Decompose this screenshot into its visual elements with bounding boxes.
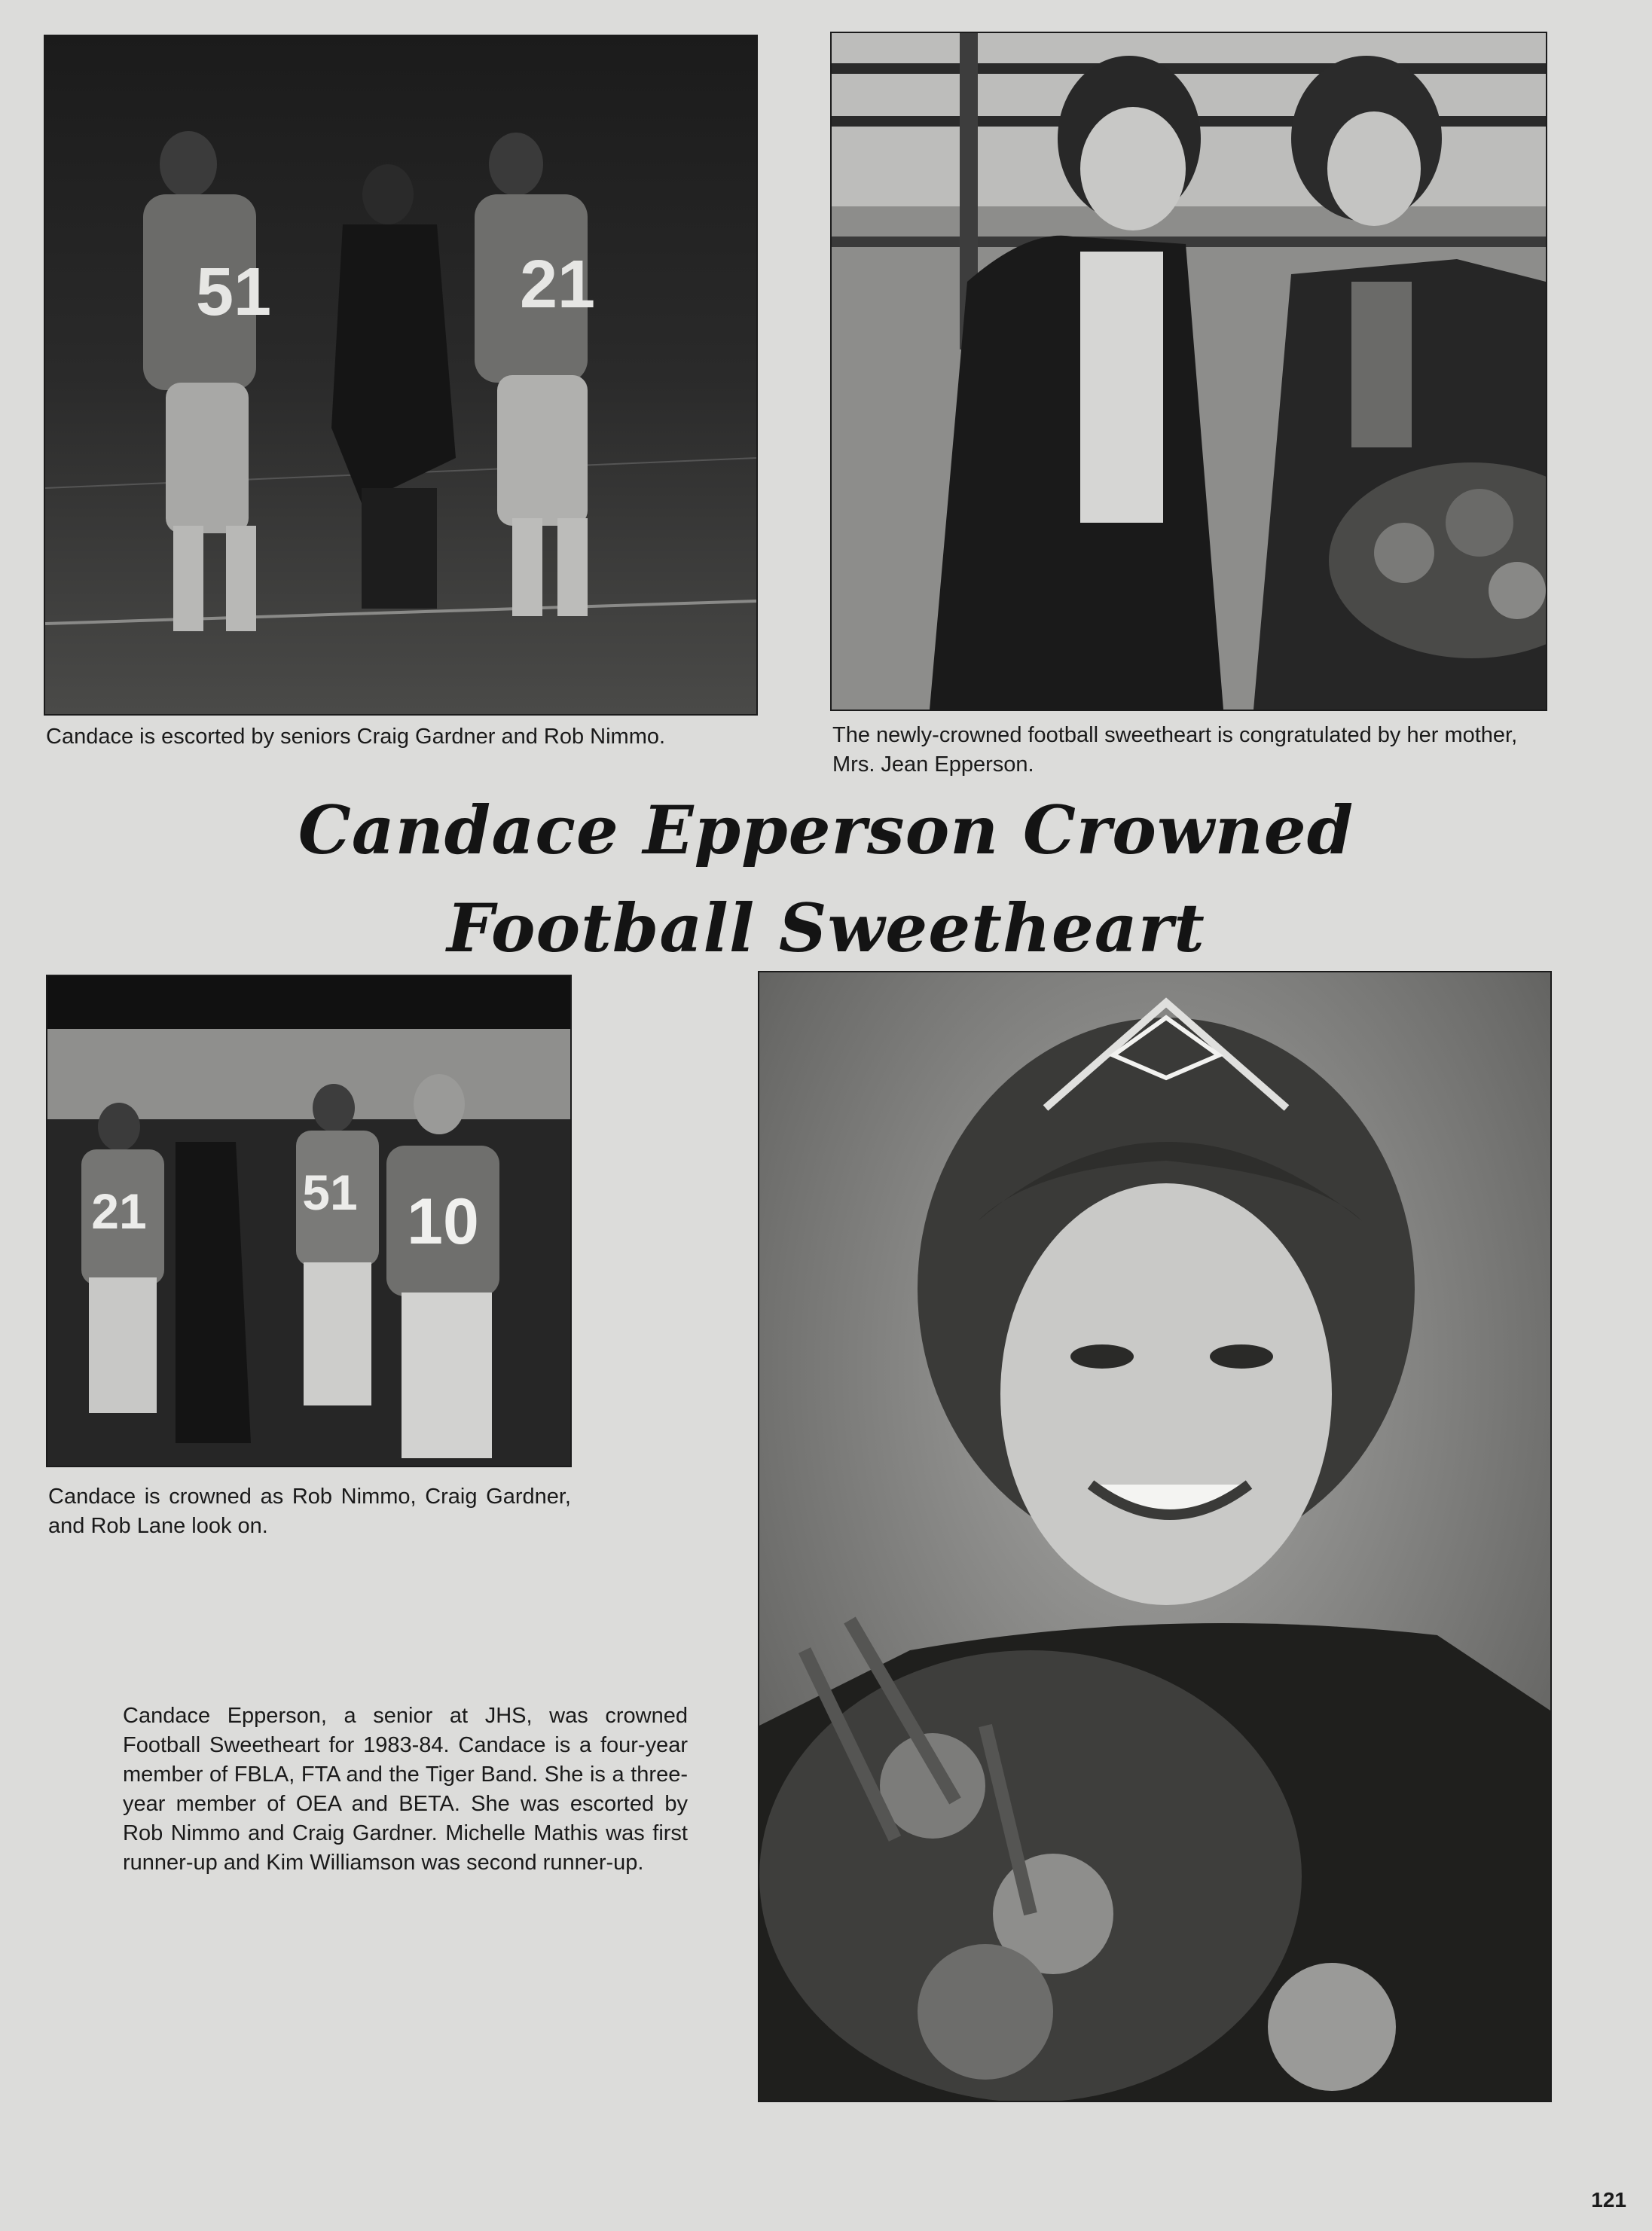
headline-line-1: Candace Epperson Crowned	[298, 791, 1354, 869]
caption-escort: Candace is escorted by seniors Craig Gardner and Rob Nimmo.	[46, 725, 666, 749]
photo-mother	[830, 32, 1547, 711]
photo-portrait	[758, 971, 1552, 2102]
jersey-number-crowning-left: 21	[91, 1183, 147, 1239]
photo-crowning	[46, 975, 572, 1467]
caption-mother: The newly-crowned football sweetheart is congratulated by her mother, Mrs. Jean Epperson.	[832, 723, 1518, 777]
photo-escort-image	[45, 36, 756, 714]
photo-escort	[44, 35, 758, 716]
photo-portrait-image	[759, 972, 1550, 2101]
jersey-number-left: 51	[195, 255, 272, 330]
headline-line-2: Football Sweetheart	[447, 889, 1205, 967]
caption-crowning: Candace is crowned as Rob Nimmo, Craig Gardner, and Rob Lane look on.	[48, 1485, 571, 1538]
article-body: Candace Epperson, a senior at JHS, was crowned Football Sweetheart for 1983-84. Candace is a four-year member of FBLA, FTA and the Tiger Band. She is a three-year member of OEA and BETA. She was escorted by Rob Nimmo and Craig Gardner. Michelle Mathis was first runner-up and Kim Williamson was second runner-up.	[123, 1704, 688, 1875]
jersey-number-crowning-right: 10	[407, 1186, 479, 1258]
jersey-number-right: 21	[519, 247, 596, 322]
photo-mother-image	[832, 33, 1546, 710]
photo-crowning-image	[47, 976, 570, 1466]
page-number: 121	[1591, 2188, 1626, 2211]
jersey-number-crowning-middle: 51	[302, 1164, 358, 1220]
